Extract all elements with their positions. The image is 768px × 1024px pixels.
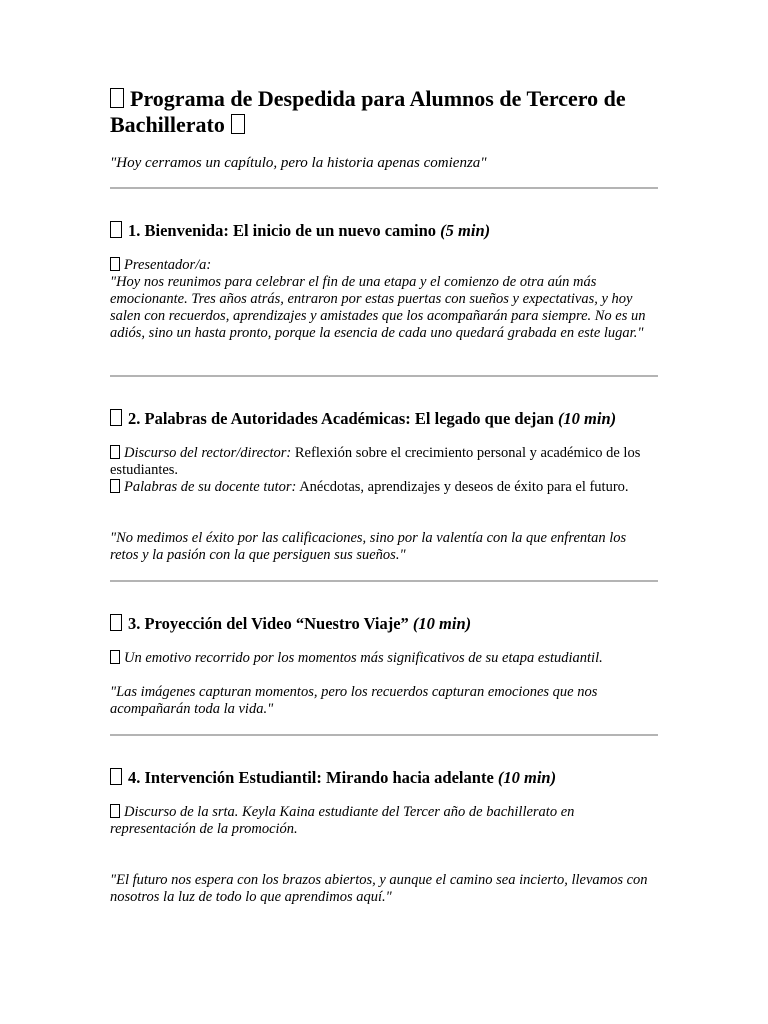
- section-description: [110, 804, 658, 838]
- section-1: [110, 221, 658, 241]
- speaker-label: Presentador/a:: [124, 257, 212, 273]
- graduation-cap-icon: [110, 88, 124, 108]
- item-label: Discurso del rector/director:: [124, 445, 292, 461]
- section-heading: [110, 768, 658, 788]
- item-text: Reflexión sobre el crecimiento personal y académico de los estudiantes.: [110, 445, 641, 478]
- microphone-icon: [110, 257, 120, 271]
- section-description: [110, 650, 658, 667]
- divider: [110, 187, 658, 189]
- sparkles-icon: [231, 114, 245, 134]
- section-quote: "El futuro nos espera con los brazos abiertos, y aunque el camino sea incierto, llevamos con nosotros la luz de todo lo que aprendimos aquí.": [110, 872, 648, 905]
- section-duration: (10 min): [557, 409, 617, 428]
- speaker-line: [110, 257, 658, 274]
- section-heading: [110, 221, 658, 241]
- section-quote: "No medimos el éxito por las calificaciones, sino por la valentía con la que enfrentan los retos y la pasión con la que persiguen sus sueños.": [110, 530, 627, 563]
- section-3: [110, 614, 658, 634]
- camera-icon: [110, 650, 120, 664]
- film-icon: [110, 614, 122, 631]
- section-quote: "Las imágenes capturan momentos, pero los recuerdos capturan emociones que nos acompañarán toda la vida.": [110, 684, 598, 717]
- divider: [110, 375, 658, 377]
- page-title: [110, 86, 658, 138]
- section-2: [110, 409, 658, 429]
- section-duration: (10 min): [412, 614, 472, 633]
- section-4: [110, 768, 658, 788]
- section-quote: "Hoy nos reunimos para celebrar el fin de una etapa y el comienzo de otra aún más emocionante. Tres años atrás, entraron por estas puertas con sueños y expectativas, y hoy salen con recuerdos, aprendizajes y amistades que los acompañarán para siempre. No es un adiós, sino un hasta pronto, porque la esencia de cada uno quedará grabada en este lugar.": [110, 274, 646, 341]
- section-duration: (10 min): [497, 768, 557, 787]
- item-label: Palabras de su docente tutor:: [124, 479, 297, 495]
- description-text: Un emotivo recorrido por los momentos más significativos de su etapa estudiantil.: [124, 650, 603, 666]
- section-heading-text: 3. Proyección del Video “Nuestro Viaje”: [128, 614, 409, 633]
- section-duration: (5 min): [440, 221, 491, 240]
- list-item: [110, 445, 658, 479]
- teacher-icon: [110, 479, 120, 493]
- section-heading-text: 2. Palabras de Autoridades Académicas: El legado que dejan: [128, 409, 554, 428]
- page-title-text: Programa de Despedida para Alumnos de Tercero de Bachillerato: [110, 86, 626, 137]
- sparkles-icon: [110, 221, 122, 238]
- section-heading-text: 4. Intervención Estudiantil: Mirando hacia adelante: [128, 768, 494, 787]
- divider: [110, 734, 658, 736]
- student-icon: [110, 768, 122, 785]
- divider: [110, 580, 658, 582]
- section-heading-text: 1. Bienvenida: El inicio de un nuevo camino: [128, 221, 437, 240]
- speech-icon: [110, 445, 120, 459]
- microphone-icon: [110, 804, 120, 818]
- list-item: [110, 479, 658, 496]
- section-heading: [110, 614, 658, 634]
- description-text: Discurso de la srta. Keyla Kaina estudiante del Tercer año de bachillerato en representación de la promoción.: [110, 804, 575, 837]
- section-heading: [110, 409, 658, 429]
- school-icon: [110, 409, 122, 426]
- subtitle: "Hoy cerramos un capítulo, pero la historia apenas comienza": [110, 155, 487, 171]
- item-text: Anécdotas, aprendizajes y deseos de éxito para el futuro.: [296, 479, 629, 495]
- title-block: [110, 86, 658, 138]
